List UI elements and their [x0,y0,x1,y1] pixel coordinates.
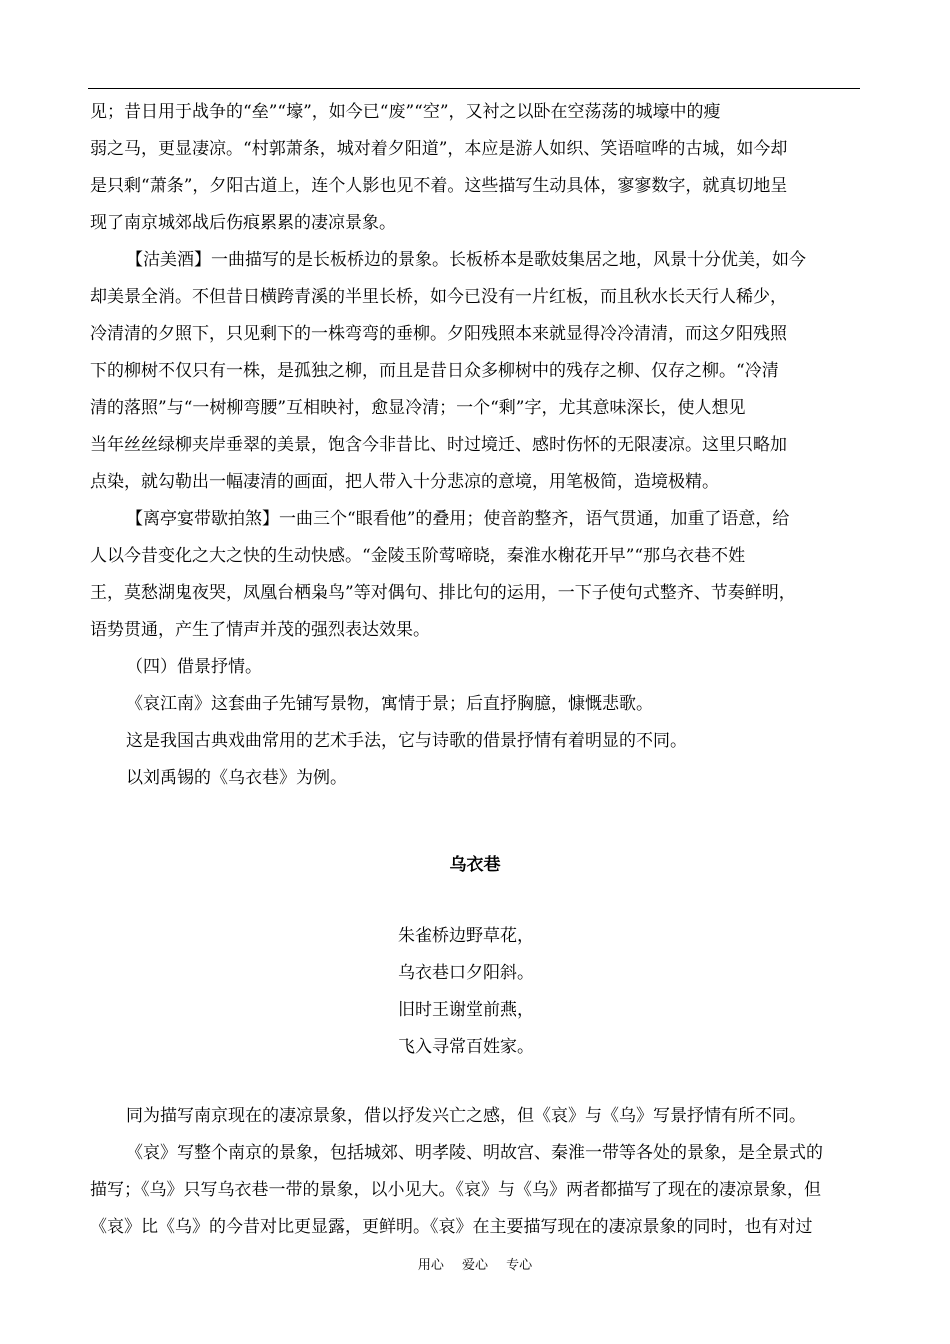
page-footer: 用心 爱心 专心 [417,1258,533,1273]
paragraph-line: 却美景全消。不但昔日横跨青溪的半里长桥，如今已没有一片红板，而且秋水长天行人稀少， [90,287,787,307]
section-heading: （四）借景抒情。 [126,657,262,677]
paragraph-line: 《哀江南》这套曲子先铺写景物，寓情于景；后直抒胸臆，慷慨悲歌。 [126,694,653,714]
paragraph-line: 《哀》比《乌》的今昔对比更显露，更鲜明。《哀》在主要描写现在的凄凉景象的同时，也有对过 [90,1217,813,1237]
paragraph-line: 描写；《乌》只写乌衣巷一带的景象，以小见大。《哀》与《乌》两者都描写了现在的凄凉景象，但 [90,1180,821,1200]
body-text-lower [90,1098,862,1246]
poem-line: 旧时王谢堂前燕， [398,1000,534,1020]
poem-line: 飞入寻常百姓家。 [398,1037,534,1057]
paragraph-line: 【沽美酒】一曲描写的是长板桥边的景象。长板桥本是歌妓集居之地，风景十分优美，如今 [126,250,806,270]
paragraph-7 [90,760,862,797]
paragraph-line: 语势贯通，产生了情声并茂的强烈表达效果。 [90,620,430,640]
paragraph-line: 这是我国古典戏曲常用的艺术手法，它与诗歌的借景抒情有着明显的不同。 [126,731,687,751]
paragraph-2 [90,242,862,501]
paragraph-line: 清的落照”与“一树柳弯腰”互相映衬，愈显冷清；一个“剩”字，尤其意味深长，使人想见 [90,398,746,418]
paragraph-line: 当年丝丝绿柳夹岸垂翠的美景，饱含今非昔比、时过境迁、感时伤怀的无限凄凉。这里只略加 [90,435,787,455]
paragraph-line: 同为描写南京现在的凄凉景象，借以抒发兴亡之感，但《哀》与《乌》写景抒情有所不同。 [126,1106,806,1126]
paragraph-5 [90,686,862,723]
poem-line: 朱雀桥边野草花， [398,926,534,946]
paragraph-line: 是只剩“萧条”，夕阳古道上，连个人影也见不着。这些描写生动具体，寥寥数字，就真切地呈 [90,176,788,196]
paragraph-line: 现了南京城郊战后伤痕累累的凄凉景象。 [90,213,396,233]
paragraph-line: 人以今昔变化之大之快的生动快感。“金陵玉阶莺啼晓，秦淮水榭花开早”“那乌衣巷不姓 [90,546,746,566]
paragraph-line: 下的柳树不仅只有一株，是孤独之柳，而且是昔日众多柳树中的残存之柳、仅存之柳。“冷清 [90,361,779,381]
paragraph-line: 王，莫愁湖鬼夜哭，凤凰台栖枭鸟”等对偶句、排比句的运用，一下子使句式整齐、节奏鲜明， [90,583,796,603]
paragraph-line: 以刘禹锡的《乌衣巷》为例。 [126,768,347,788]
paragraph-3 [90,501,862,649]
paragraph-line: 冷清清的夕照下，只见剩下的一株弯弯的垂柳。夕阳残照本来就显得冷冷清清，而这夕阳残照 [90,324,787,344]
poem-title: 乌衣巷 [449,855,501,875]
paragraph-4 [90,649,862,686]
paragraph-8 [90,1098,862,1135]
paragraph-1 [90,94,862,242]
poem-body [398,918,534,1066]
poem-line: 乌衣巷口夕阳斜。 [398,963,534,983]
header-rule [88,88,860,89]
paragraph-line: 弱之马，更显凄凉。“村郭萧条，城对着夕阳道”，本应是游人如织、笑语喧哗的古城，如今却 [90,139,788,159]
paragraph-6 [90,723,862,760]
paragraph-line: 【离亭宴带歇拍煞】一曲三个“眼看他”的叠用；使音韵整齐，语气贯通，加重了语意，给 [126,509,790,529]
paragraph-9 [90,1135,862,1246]
body-text-upper [90,94,862,797]
paragraph-line: 《哀》写整个南京的景象，包括城郊、明孝陵、明故宫、秦淮一带等各处的景象，是全景式的 [126,1143,823,1163]
paragraph-line: 点染，就勾勒出一幅凄清的画面，把人带入十分悲凉的意境，用笔极简，造境极精。 [90,472,719,492]
paragraph-line: 见；昔日用于战争的“垒”“壕”，如今已“废”“空”，又衬之以卧在空荡荡的城壕中的瘦 [90,102,721,122]
